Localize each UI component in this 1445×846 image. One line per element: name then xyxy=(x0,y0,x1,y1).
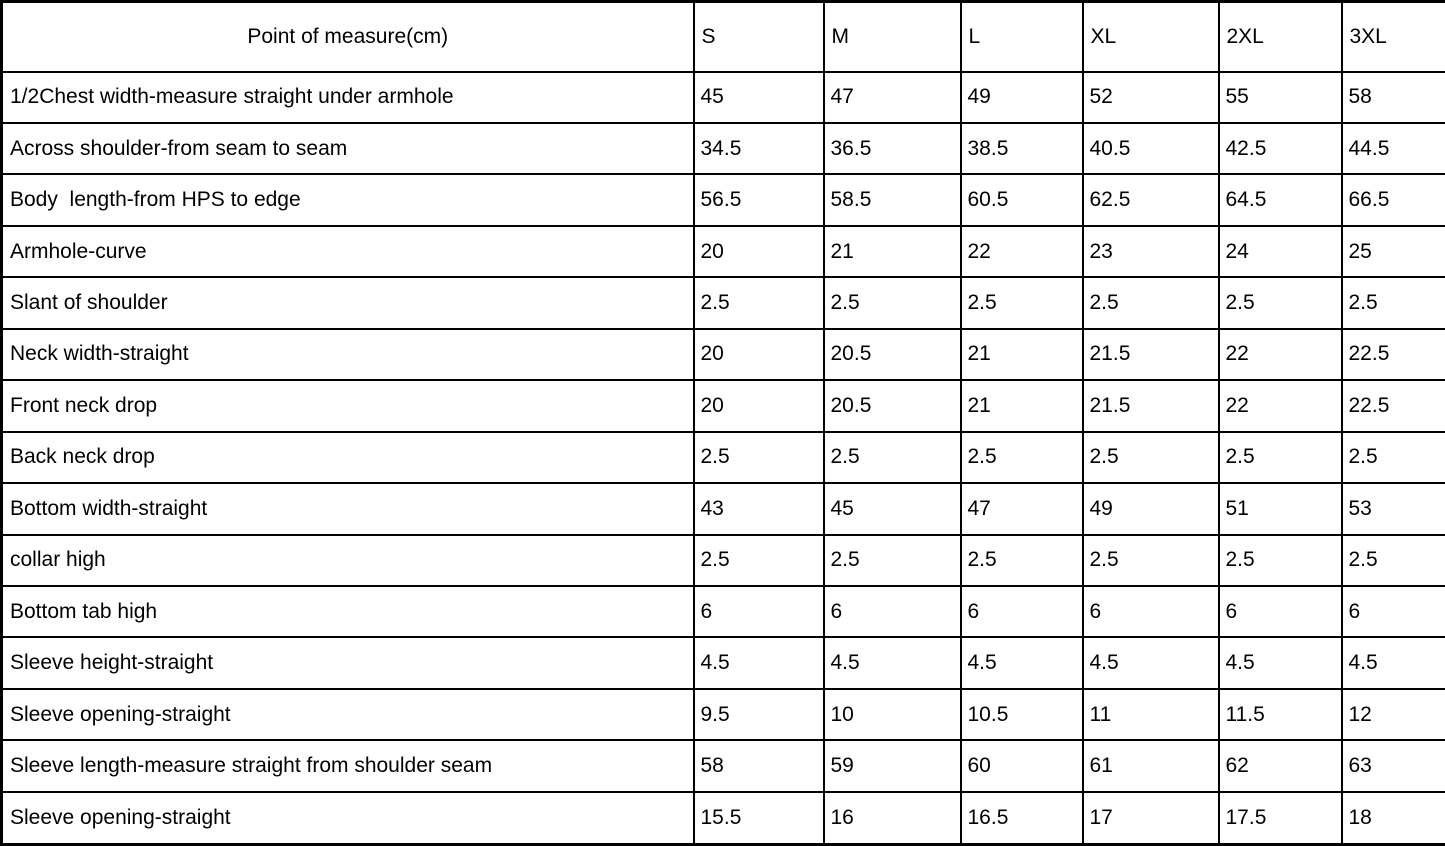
measure-value: 6 xyxy=(961,586,1083,637)
measure-value: 58 xyxy=(1342,72,1445,123)
measure-value: 45 xyxy=(824,483,961,534)
measure-value: 2.5 xyxy=(1083,535,1219,586)
measure-value: 10 xyxy=(824,689,961,740)
measure-value: 4.5 xyxy=(1083,637,1219,688)
measure-value: 16 xyxy=(824,792,961,845)
measure-value: 47 xyxy=(961,483,1083,534)
measure-value: 59 xyxy=(824,740,961,791)
table-row xyxy=(2,535,1445,586)
table-row xyxy=(2,174,1445,225)
measure-value: 58.5 xyxy=(824,174,961,225)
measure-value: 22.5 xyxy=(1342,380,1445,431)
measure-value: 34.5 xyxy=(694,123,824,174)
measure-label: Front neck drop xyxy=(2,380,694,431)
table-row xyxy=(2,329,1445,380)
measure-label: Back neck drop xyxy=(2,432,694,483)
measure-value: 20.5 xyxy=(824,380,961,431)
measure-value: 21.5 xyxy=(1083,329,1219,380)
measure-value: 11 xyxy=(1083,689,1219,740)
measure-value: 23 xyxy=(1083,226,1219,277)
measure-value: 43 xyxy=(694,483,824,534)
measure-value: 56.5 xyxy=(694,174,824,225)
measure-value: 2.5 xyxy=(1342,432,1445,483)
column-header-point-of-measure: Point of measure(cm) xyxy=(2,2,694,72)
measure-value: 47 xyxy=(824,72,961,123)
measure-value: 6 xyxy=(1083,586,1219,637)
table-row xyxy=(2,637,1445,688)
measure-value: 22.5 xyxy=(1342,329,1445,380)
measure-label: Sleeve opening-straight xyxy=(2,689,694,740)
measure-value: 21.5 xyxy=(1083,380,1219,431)
measure-value: 20 xyxy=(694,226,824,277)
measure-value: 64.5 xyxy=(1219,174,1342,225)
measure-value: 17.5 xyxy=(1219,792,1342,845)
measure-value: 17 xyxy=(1083,792,1219,845)
measure-label: Armhole-curve xyxy=(2,226,694,277)
measure-value: 55 xyxy=(1219,72,1342,123)
measure-value: 53 xyxy=(1342,483,1445,534)
measure-value: 42.5 xyxy=(1219,123,1342,174)
measure-value: 66.5 xyxy=(1342,174,1445,225)
table-row xyxy=(2,72,1445,123)
measure-value: 40.5 xyxy=(1083,123,1219,174)
measure-value: 58 xyxy=(694,740,824,791)
measure-value: 45 xyxy=(694,72,824,123)
measure-value: 51 xyxy=(1219,483,1342,534)
measure-value: 25 xyxy=(1342,226,1445,277)
measure-value: 2.5 xyxy=(694,277,824,328)
measure-value: 49 xyxy=(961,72,1083,123)
measure-value: 22 xyxy=(1219,380,1342,431)
measure-value: 22 xyxy=(961,226,1083,277)
measure-value: 22 xyxy=(1219,329,1342,380)
column-header-size-l: L xyxy=(961,2,1083,72)
measure-label: Bottom tab high xyxy=(2,586,694,637)
measure-value: 24 xyxy=(1219,226,1342,277)
measure-label: collar high xyxy=(2,535,694,586)
measure-value: 2.5 xyxy=(824,432,961,483)
measure-value: 2.5 xyxy=(1083,432,1219,483)
measure-value: 16.5 xyxy=(961,792,1083,845)
measure-value: 4.5 xyxy=(961,637,1083,688)
measure-value: 20.5 xyxy=(824,329,961,380)
measure-value: 2.5 xyxy=(824,535,961,586)
measure-value: 15.5 xyxy=(694,792,824,845)
measure-value: 60.5 xyxy=(961,174,1083,225)
column-header-size-m: M xyxy=(824,2,961,72)
measure-value: 12 xyxy=(1342,689,1445,740)
measure-value: 11.5 xyxy=(1219,689,1342,740)
measure-label: Neck width-straight xyxy=(2,329,694,380)
measure-value: 20 xyxy=(694,380,824,431)
measure-value: 44.5 xyxy=(1342,123,1445,174)
table-row xyxy=(2,792,1445,845)
measure-value: 10.5 xyxy=(961,689,1083,740)
table-row xyxy=(2,689,1445,740)
column-header-size-s: S xyxy=(694,2,824,72)
measure-value: 2.5 xyxy=(694,432,824,483)
measure-value: 61 xyxy=(1083,740,1219,791)
measure-value: 52 xyxy=(1083,72,1219,123)
table-row xyxy=(2,483,1445,534)
measure-value: 2.5 xyxy=(1342,277,1445,328)
table-row xyxy=(2,586,1445,637)
measure-label: Body length-from HPS to edge xyxy=(2,174,694,225)
measure-value: 36.5 xyxy=(824,123,961,174)
measure-value: 2.5 xyxy=(1219,432,1342,483)
header-row xyxy=(2,2,1445,72)
measure-value: 2.5 xyxy=(961,277,1083,328)
measure-value: 4.5 xyxy=(1219,637,1342,688)
measure-value: 63 xyxy=(1342,740,1445,791)
measure-value: 62.5 xyxy=(1083,174,1219,225)
measure-value: 2.5 xyxy=(1083,277,1219,328)
table-row xyxy=(2,123,1445,174)
measure-value: 2.5 xyxy=(1219,277,1342,328)
column-header-size-3xl: 3XL xyxy=(1342,2,1445,72)
measure-label: 1/2Chest width-measure straight under armhole xyxy=(2,72,694,123)
measure-value: 4.5 xyxy=(1342,637,1445,688)
measure-value: 21 xyxy=(824,226,961,277)
table-row xyxy=(2,380,1445,431)
measure-value: 6 xyxy=(1342,586,1445,637)
measure-value: 62 xyxy=(1219,740,1342,791)
measure-value: 2.5 xyxy=(961,432,1083,483)
measure-value: 2.5 xyxy=(1342,535,1445,586)
table-row xyxy=(2,432,1445,483)
measure-value: 21 xyxy=(961,329,1083,380)
measure-value: 9.5 xyxy=(694,689,824,740)
measure-value: 49 xyxy=(1083,483,1219,534)
measure-value: 2.5 xyxy=(1219,535,1342,586)
column-header-size-xl: XL xyxy=(1083,2,1219,72)
table-row xyxy=(2,740,1445,791)
measure-value: 6 xyxy=(1219,586,1342,637)
measure-label: Sleeve length-measure straight from shoulder seam xyxy=(2,740,694,791)
measure-value: 2.5 xyxy=(824,277,961,328)
table-row xyxy=(2,277,1445,328)
measure-label: Slant of shoulder xyxy=(2,277,694,328)
measure-value: 4.5 xyxy=(824,637,961,688)
measure-value: 4.5 xyxy=(694,637,824,688)
measure-value: 6 xyxy=(824,586,961,637)
measure-label: Across shoulder-from seam to seam xyxy=(2,123,694,174)
measure-value: 38.5 xyxy=(961,123,1083,174)
measure-value: 18 xyxy=(1342,792,1445,845)
measure-label: Sleeve height-straight xyxy=(2,637,694,688)
measure-value: 2.5 xyxy=(961,535,1083,586)
measure-value: 21 xyxy=(961,380,1083,431)
column-header-size-2xl: 2XL xyxy=(1219,2,1342,72)
measure-value: 2.5 xyxy=(694,535,824,586)
measure-label: Bottom width-straight xyxy=(2,483,694,534)
measure-label: Sleeve opening-straight xyxy=(2,792,694,845)
measure-value: 20 xyxy=(694,329,824,380)
table-row xyxy=(2,226,1445,277)
measure-value: 6 xyxy=(694,586,824,637)
measure-value: 60 xyxy=(961,740,1083,791)
